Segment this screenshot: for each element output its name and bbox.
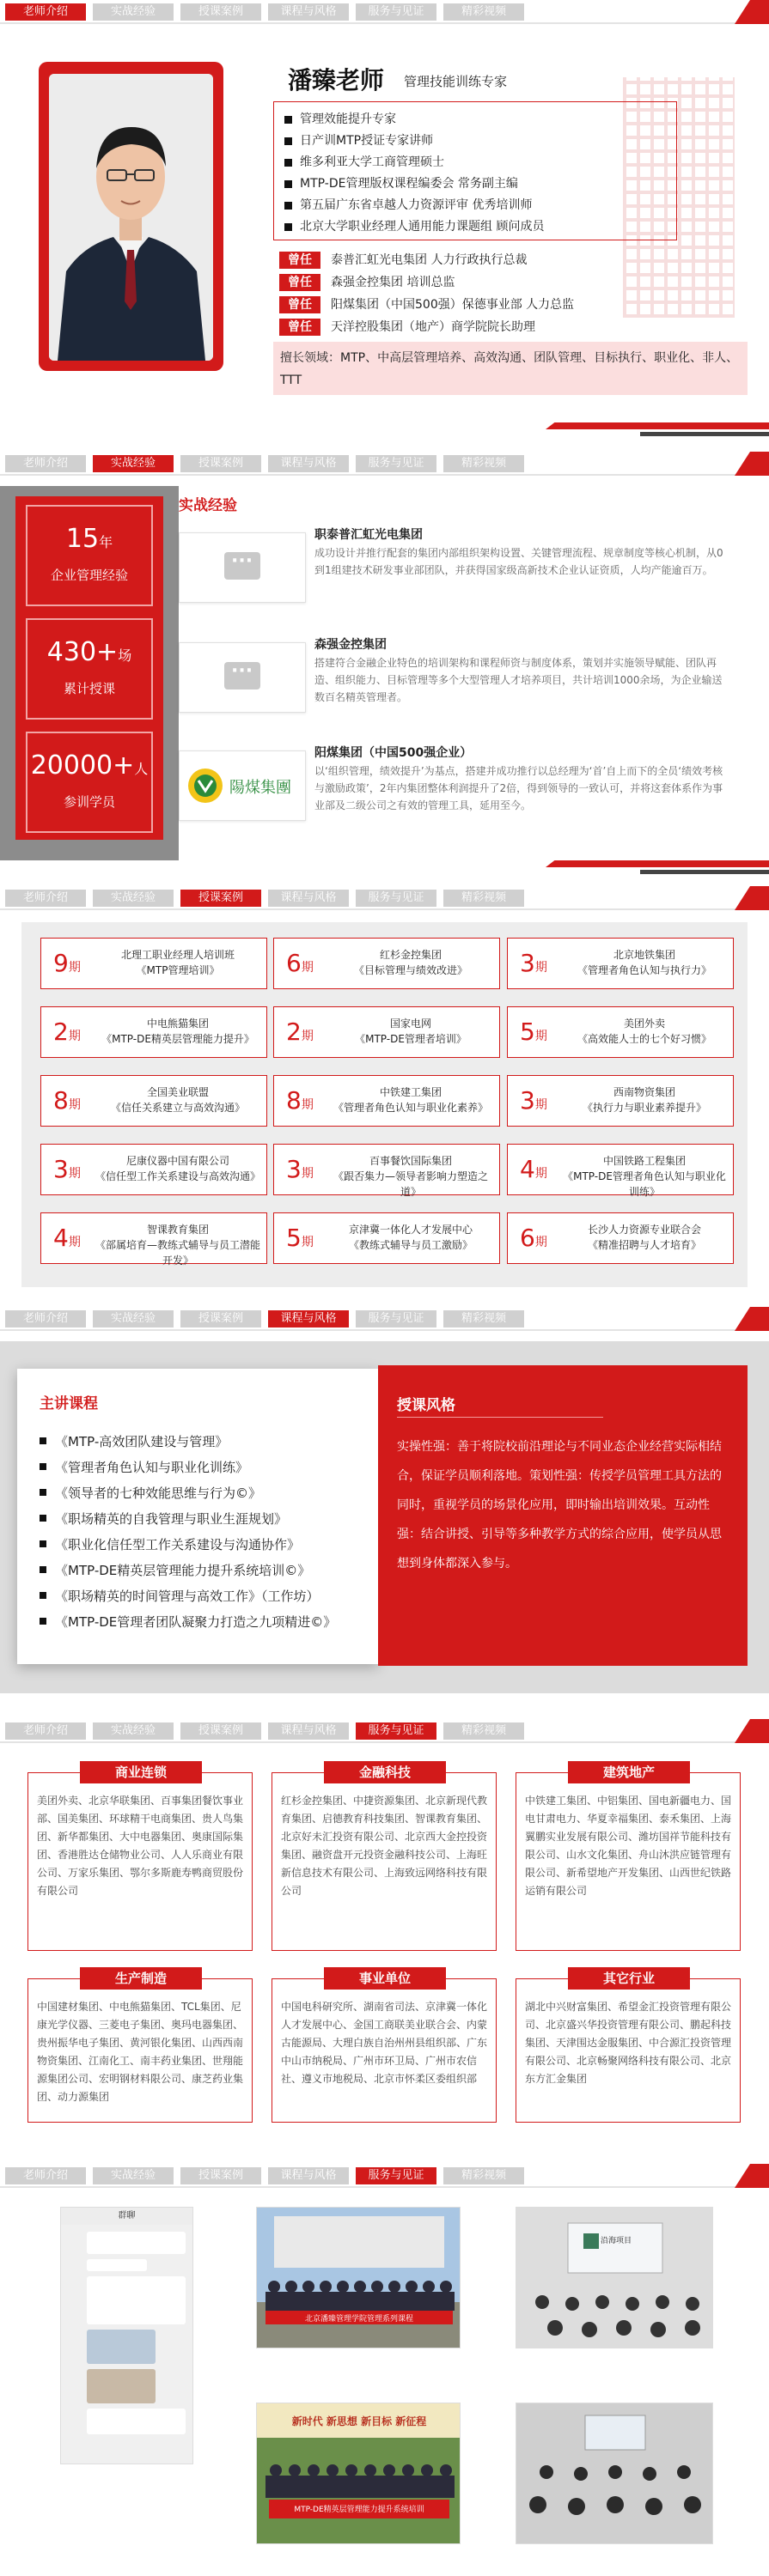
case-count: 5 (286, 1224, 302, 1252)
honor-item: 日产训MTP授证专家讲师 (300, 131, 676, 152)
case-sessions (520, 1155, 547, 1183)
corner-deco (735, 0, 769, 24)
section-nav (0, 886, 769, 910)
past-tag: 曾任 (279, 274, 320, 291)
course-item: 《职场精英的时间管理与高效工作》（工作坊） (40, 1583, 336, 1609)
case-count: 2 (286, 1018, 302, 1046)
case-unit: 期 (534, 1030, 547, 1043)
case-unit: 期 (534, 1236, 547, 1249)
experience-desc: 成功设计并推行配套的集团内部组织架构设置、关键管理流程、规章制度等核心机制，从0到1组建技术研发事业部团队，并获得国家级高新技术企业认证资质，人均产能逾百万。 (314, 547, 723, 576)
case-count: 2 (53, 1018, 69, 1046)
experience-item (179, 635, 729, 730)
case-count: 3 (286, 1155, 302, 1183)
tab-videos[interactable]: 精彩视频 (443, 2167, 524, 2184)
industry-heading: 生产制造 (80, 1967, 202, 1990)
past-role-text: 泰普汇虹光电集团 人力行政执行总裁 (331, 253, 528, 267)
case-client: 中电熊猫集团 (146, 1018, 209, 1030)
case-unit: 期 (301, 1098, 314, 1112)
stats-panel (15, 496, 163, 840)
case-client: 百事餐饮国际集团 (369, 1155, 452, 1167)
audience-photo-image (516, 2403, 713, 2544)
case-card (40, 1075, 267, 1127)
case-sessions (286, 1018, 314, 1046)
past-role-text: 天洋控股集团（地产）商学院院长助理 (331, 320, 535, 334)
case-sessions (53, 1224, 81, 1252)
case-course: 《高效能人士的七个好习惯》 (577, 1033, 711, 1045)
case-course: 《目标管理与绩效改进》 (353, 964, 467, 976)
tab-experience[interactable]: 实战经验 (93, 3, 174, 21)
case-sessions (520, 1086, 547, 1115)
case-course: 《部属培育—教练式辅导与员工潜能开发》 (95, 1239, 260, 1267)
tab-service[interactable]: 服务与见证 (356, 2167, 436, 2184)
corner-deco (735, 1719, 769, 1743)
tab-teacher-intro[interactable]: 老师介绍 (5, 455, 86, 472)
section-nav (0, 0, 769, 24)
case-course: 《执行力与职业素养提升》 (582, 1102, 706, 1114)
industry-clients: 中国建材集团、中电熊猫集团、TCL集团、尼康光学仪器、三菱电子集团、奥玛电器集团、贵州振华电子集团、黄河银化集团、山西西南物资集团、江南化工、南丰药业集团、世翔能源集团公司、宏明钢材料限公司、康芝药业集团、动力源集团 (37, 2001, 244, 2103)
corner-deco (735, 886, 769, 910)
stat-unit: 人 (134, 761, 149, 777)
tab-experience[interactable]: 实战经验 (93, 455, 174, 472)
stat-box (26, 732, 153, 833)
case-course: 《MTP-DE管理者培训》 (355, 1033, 467, 1045)
past-role-text: 森强金控集团 培训总监 (331, 276, 455, 289)
industry-clients: 湖北中兴财富集团、希望金汇投资管理有限公司、北京盛兴华投资管理有限公司、鹏起科技集团、天津围达金服集团、中合源汇投资管理有限公司、北京畅聚网络科技有限公司、北京东方汇金集团 (525, 2001, 732, 2085)
group-photo (256, 2403, 461, 2544)
experience-desc: 搭建符合金融企业特色的培训架构和课程师资与制度体系，策划并实施领导赋能、团队再造、组织能力、目标管理等多个大型管理人才培养项目，共计培训1000余场，为企业输送数百名精英管理者。 (314, 657, 723, 703)
classroom-photo (516, 2207, 713, 2348)
industry-clients: 美团外卖、北京华联集团、百事集团餐饮事业部、国美集团、环球精干电商集团、贵人鸟集团、新华都集团、大中电器集团、奥康国际集团、香港胜达仓储物业公司、人人乐商业有限公司、万家乐集团、鄂尔多斯鹿寿鸭商贸股份有限公司 (37, 1795, 244, 1897)
main-courses-heading: 主讲课程 (40, 1395, 98, 1413)
slant-deco (640, 870, 769, 874)
course-item: 《管理者角色认知与职业化训练》 (40, 1455, 336, 1480)
case-content (561, 1016, 728, 1047)
case-card (507, 1212, 734, 1264)
past-tag: 曾任 (279, 252, 320, 269)
chat-image (87, 2330, 156, 2364)
stat-label: 累计授课 (63, 681, 115, 696)
industry-clients: 红杉金控集团、中捷资源集团、北京新现代教育集团、启德教育科技集团、智课教育集团、北京好未汇投资有限公司、北京西大金控投资集团、融资盘开元投资金融科技公司、上海旺新信息技术有限公司、上海致远网络科技有限公司 (281, 1795, 488, 1897)
main-courses-card (17, 1369, 378, 1664)
corner-deco (735, 1307, 769, 1331)
yangmei-logo-text: 陽煤集團 (229, 779, 291, 797)
case-course: 《管理者角色认知与执行力》 (577, 964, 711, 976)
tab-experience[interactable]: 实战经验 (93, 890, 174, 907)
chat-message (87, 2276, 186, 2324)
case-client: 全国美业联盟 (146, 1086, 209, 1098)
industry-box (27, 1765, 253, 1951)
tab-teacher-intro[interactable]: 老师介绍 (5, 1722, 86, 1740)
case-card (40, 938, 267, 989)
tab-service[interactable]: 服务与见证 (356, 1722, 436, 1740)
past-tag: 曾任 (279, 296, 320, 313)
tab-videos[interactable]: 精彩视频 (443, 3, 524, 21)
tab-experience[interactable]: 实战经验 (93, 1310, 174, 1327)
case-card (273, 1006, 500, 1058)
industry-clients: 中铁建工集团、中铝集团、国电新疆电力、国电甘肃电力、华夏幸福集团、泰禾集团、上海翼鹏实业发展有限公司、潍坊国祥节能科技有限公司、山水文化集团、舟山沐洪应链管理有限公司、新希望地产开发集团、山西世纪铁路运销有限公司 (525, 1795, 732, 1897)
stat-box (26, 505, 153, 606)
case-unit: 期 (534, 1167, 547, 1181)
case-unit: 期 (534, 961, 547, 975)
case-course: 《信任关系建立与高效沟通》 (110, 1102, 245, 1114)
case-course: 《MTP管理培训》 (136, 964, 220, 976)
course-item: 《职场精英的自我管理与职业生涯规划》 (40, 1506, 336, 1532)
photo-slogan: 新时代 新思想 新目标 新征程 (291, 2415, 427, 2427)
case-unit: 期 (68, 1167, 81, 1181)
case-unit: 期 (68, 1236, 81, 1249)
case-unit: 期 (68, 1030, 81, 1043)
industry-heading: 其它行业 (568, 1967, 690, 1990)
case-content (95, 1016, 261, 1047)
stat-unit: 场 (118, 647, 132, 664)
industry-heading: 建筑地产 (568, 1761, 690, 1783)
group-photo (256, 2207, 461, 2348)
past-role (279, 318, 726, 340)
nav-divider (0, 908, 769, 910)
case-count: 6 (286, 949, 302, 977)
case-count: 9 (53, 949, 69, 977)
teacher-portrait (49, 74, 213, 361)
case-unit: 期 (301, 1236, 314, 1249)
honors-box (273, 101, 677, 240)
case-card (507, 1144, 734, 1198)
stat-number: 430+ (46, 637, 119, 667)
tab-courses[interactable]: 课程与风格 (268, 455, 349, 472)
company-name: 职泰普汇虹光电集团 (314, 528, 423, 542)
past-role (279, 251, 726, 273)
case-client: 尼康仪器中国有限公司 (125, 1155, 229, 1167)
case-card (273, 938, 500, 989)
case-client: 北京地铁集团 (613, 949, 675, 961)
case-sessions (520, 1018, 547, 1046)
section-nav (0, 2164, 769, 2188)
tab-courses[interactable]: 课程与风格 (268, 890, 349, 907)
case-sessions (520, 1224, 547, 1252)
tab-videos[interactable]: 精彩视频 (443, 1310, 524, 1327)
corner-deco (735, 452, 769, 476)
case-content (95, 1153, 261, 1184)
case-sessions (53, 1086, 81, 1115)
nav-divider (0, 22, 769, 24)
tab-service[interactable]: 服务与见证 (356, 455, 436, 472)
courses-section (0, 1307, 769, 1710)
case-count: 5 (520, 1018, 535, 1046)
case-count: 4 (520, 1155, 535, 1183)
case-client: 中铁建工集团 (379, 1086, 442, 1098)
experience-section (0, 452, 769, 879)
case-content (561, 1084, 728, 1115)
stat-label: 企业管理经验 (50, 568, 128, 583)
stat-number: 20000+ (30, 750, 135, 781)
case-card (273, 1212, 500, 1264)
company-name: 阳煤集团（中国500强企业） (314, 746, 473, 760)
company-logo-placeholder (179, 532, 306, 603)
case-card (40, 1144, 267, 1195)
case-course: 《MTP-DE管理者角色认知与职业化训练》 (563, 1170, 726, 1198)
course-item: 《职业化信任型工作关系建设与沟通协作》 (40, 1532, 336, 1558)
experience-item (179, 744, 729, 838)
section-nav (0, 1719, 769, 1743)
honor-item: 北京大学职业经理人通用能力课题组 顾问成员 (300, 216, 676, 238)
stat-box (26, 618, 153, 720)
group-photo-image (257, 2208, 461, 2348)
tab-cases[interactable]: 授课案例 (180, 890, 261, 907)
industry-box (272, 1765, 497, 1951)
heading-underline (397, 1417, 603, 1418)
case-client: 西南物资集团 (613, 1086, 675, 1098)
tab-service[interactable]: 服务与见证 (356, 1310, 436, 1327)
tab-teacher-intro[interactable]: 老师介绍 (5, 1310, 86, 1327)
case-count: 3 (520, 1086, 535, 1115)
photo-banner-text: MTP-DE精英层管理能力提升系统培训 (294, 2506, 424, 2514)
case-content (561, 1153, 728, 1200)
case-course: 《管理者角色认知与职业化素养》 (333, 1102, 488, 1114)
section-nav (0, 452, 769, 476)
tab-videos[interactable]: 精彩视频 (443, 455, 524, 472)
case-course: 《精准招聘与人才培育》 (587, 1239, 701, 1251)
case-sessions (53, 1155, 81, 1183)
case-card (273, 1075, 500, 1127)
stat-unit: 年 (99, 534, 113, 550)
stat-number: 15 (65, 524, 100, 554)
company-name: 森强金控集团 (314, 638, 387, 652)
stat-label: 参训学员 (63, 794, 115, 810)
tab-teacher-intro[interactable]: 老师介绍 (5, 890, 86, 907)
case-unit: 期 (68, 1098, 81, 1112)
teaching-style-heading: 授课风格 (397, 1397, 455, 1414)
case-course: 《教练式辅导与员工激励》 (348, 1239, 473, 1251)
industry-heading: 商业连锁 (80, 1761, 202, 1783)
corner-deco (735, 2164, 769, 2188)
honor-item: 第五届广东省卓越人力资源评审 优秀培训师 (300, 195, 676, 216)
audience-photo (516, 2403, 713, 2544)
case-unit: 期 (301, 1030, 314, 1043)
course-item: 《MTP-高效团队建设与管理》 (40, 1429, 336, 1455)
teaching-style-panel (378, 1365, 748, 1666)
photo-banner-text: 北京潘臻管理学院管理系列课程 (304, 2315, 413, 2324)
case-sessions (53, 949, 81, 977)
company-logo-placeholder (179, 642, 306, 713)
industry-box (516, 1765, 741, 1951)
experience-desc: 以‘组织管理，绩效提升’为基点，搭建并成功推行以总经理为‘首’自上而下的全员‘绩效考核与激励政策’，2年内集团整体利润提升了2倍，得到领导的一致认可，并将这套体系作为事业部及二级公司之有效的管理工具，延用至今。 (314, 765, 723, 811)
industry-heading: 事业单位 (324, 1967, 446, 1990)
case-count: 6 (520, 1224, 535, 1252)
case-card (273, 1144, 500, 1198)
honor-item: MTP-DE管理版权课程编委会 常务副主编 (300, 173, 676, 195)
case-content (561, 947, 728, 978)
nav-divider (0, 2186, 769, 2188)
chat-bubble-icon (224, 552, 260, 580)
tab-cases[interactable]: 授课案例 (180, 455, 261, 472)
case-client: 美团外卖 (623, 1018, 665, 1030)
tab-cases[interactable]: 授课案例 (180, 3, 261, 21)
case-content (95, 1222, 261, 1268)
chat-message (87, 2259, 147, 2271)
case-card (40, 1006, 267, 1058)
chat-message (87, 2409, 186, 2434)
case-client: 中国铁路工程集团 (602, 1155, 686, 1167)
tab-courses[interactable]: 课程与风格 (268, 1722, 349, 1740)
case-count: 8 (286, 1086, 302, 1115)
service-section (0, 1719, 769, 2148)
case-content (561, 1222, 728, 1253)
case-client: 长沙人力资源专业联合会 (587, 1224, 701, 1236)
slant-deco (546, 422, 769, 429)
case-content (327, 947, 494, 978)
case-sessions (286, 1224, 314, 1252)
nav-divider (0, 474, 769, 476)
industry-box (516, 1971, 741, 2123)
case-sessions (520, 949, 547, 977)
chat-bubble-icon (224, 662, 260, 690)
experience-heading: 实战经验 (179, 497, 237, 514)
case-count: 3 (53, 1155, 69, 1183)
teacher-name: 潘臻老师 (288, 66, 385, 94)
honor-item: 维多利亚大学工商管理硕士 (300, 152, 676, 173)
case-client: 红杉金控集团 (379, 949, 442, 961)
industry-box (272, 1971, 497, 2123)
case-client: 北理工职业经理人培训班 (120, 949, 235, 961)
past-role-text: 阳煤集团（中国500强）保德事业部 人力总监 (331, 298, 575, 312)
tab-experience[interactable]: 实战经验 (93, 1722, 174, 1740)
case-sessions (286, 949, 314, 977)
chat-title: 群聊 (61, 2208, 192, 2225)
case-client: 京津冀一体化人才发展中心 (348, 1224, 473, 1236)
strength-areas: 擅长领域：MTP、中高层管理培养、高效沟通、团队管理、目标执行、职业化、非人、TTT (273, 342, 748, 395)
testimony-section (0, 2164, 769, 2576)
case-count: 8 (53, 1086, 69, 1115)
past-tag: 曾任 (279, 319, 320, 336)
honor-item: 管理效能提升专家 (300, 109, 676, 131)
tab-service[interactable]: 服务与见证 (356, 890, 436, 907)
industry-box (27, 1971, 253, 2123)
tab-courses[interactable]: 课程与风格 (268, 3, 349, 21)
teaching-style-text: 实操性强：善于将院校前沿理论与不同业态企业经营实际相结合，保证学员顺利落地。策划性强：传授学员管理工具方法的同时，重视学员的场景化应用，即时输出培训效果。互动性强：结合讲授、引导等多种教学方式的综合应用，使学员从思想到身体都深入参与。 (397, 1440, 722, 1571)
tab-videos[interactable]: 精彩视频 (443, 1722, 524, 1740)
tab-cases[interactable]: 授课案例 (180, 1722, 261, 1740)
case-content (95, 947, 261, 978)
chat-message (87, 2232, 186, 2254)
case-content (327, 1153, 494, 1200)
yangmei-logo (179, 750, 306, 821)
case-card (507, 1075, 734, 1127)
case-content (327, 1084, 494, 1115)
teacher-photo-card (39, 62, 223, 371)
slant-deco (640, 432, 769, 436)
industry-clients: 中国电科研究所、湖南省司法、京津冀一体化人才发展中心、金国工商联美业联合会、内蒙古能源局、大理白族自治州州县组织部、广东中山市纳税局、广州市环卫局、广州市农信社、遵义市地税局、北京市怀柔区委组织部 (281, 2001, 488, 2085)
tab-service[interactable]: 服务与见证 (356, 3, 436, 21)
past-role (279, 295, 726, 318)
tab-courses[interactable]: 课程与风格 (268, 2167, 349, 2184)
chat-image (87, 2369, 156, 2403)
case-unit: 期 (301, 1167, 314, 1181)
past-role (279, 273, 726, 295)
nav-divider (0, 1329, 769, 1331)
case-card (507, 1006, 734, 1058)
case-count: 4 (53, 1224, 69, 1252)
industry-heading: 金融科技 (324, 1761, 446, 1783)
tab-teacher-intro[interactable]: 老师介绍 (5, 2167, 86, 2184)
tab-courses[interactable]: 课程与风格 (268, 1310, 349, 1327)
teacher-title: 管理技能训练专家 (404, 74, 508, 89)
case-count: 3 (520, 949, 535, 977)
tab-teacher-intro[interactable]: 老师介绍 (5, 3, 86, 21)
case-content (327, 1016, 494, 1047)
tab-experience[interactable]: 实战经验 (93, 2167, 174, 2184)
classroom-photo-image (516, 2208, 713, 2348)
case-sessions (286, 1155, 314, 1183)
nav-divider (0, 1741, 769, 1743)
case-content (95, 1084, 261, 1115)
tab-cases[interactable]: 授课案例 (180, 2167, 261, 2184)
case-client: 国家电网 (389, 1018, 431, 1030)
case-unit: 期 (68, 961, 81, 975)
case-card (507, 938, 734, 989)
case-course: 《跟否集力—领导者影响力塑造之道》 (333, 1170, 488, 1198)
case-client: 智课教育集团 (146, 1224, 209, 1236)
case-sessions (286, 1086, 314, 1115)
tab-cases[interactable]: 授课案例 (180, 1310, 261, 1327)
case-course: 《信任型工作关系建设与高效沟通》 (95, 1170, 260, 1182)
case-card (40, 1212, 267, 1267)
section-nav (0, 1307, 769, 1331)
screen-title: 沿海项目 (601, 2237, 632, 2245)
experience-item (179, 526, 729, 620)
case-unit: 期 (534, 1098, 547, 1112)
case-sessions (53, 1018, 81, 1046)
slant-deco (546, 860, 769, 867)
cases-section (0, 886, 769, 1298)
case-content (327, 1222, 494, 1253)
tab-videos[interactable]: 精彩视频 (443, 890, 524, 907)
course-item: 《MTP-DE精英层管理能力提升系统培训©》 (40, 1558, 336, 1583)
case-course: 《MTP-DE精英层管理能力提升》 (101, 1033, 254, 1045)
course-item: 《领导者的七种效能思维与行为©》 (40, 1480, 336, 1506)
chat-screenshot (60, 2207, 193, 2464)
teacher-intro-section (0, 0, 769, 438)
course-item: 《MTP-DE管理者团队凝聚力打造之九项精进©》 (40, 1609, 336, 1635)
case-unit: 期 (301, 961, 314, 975)
